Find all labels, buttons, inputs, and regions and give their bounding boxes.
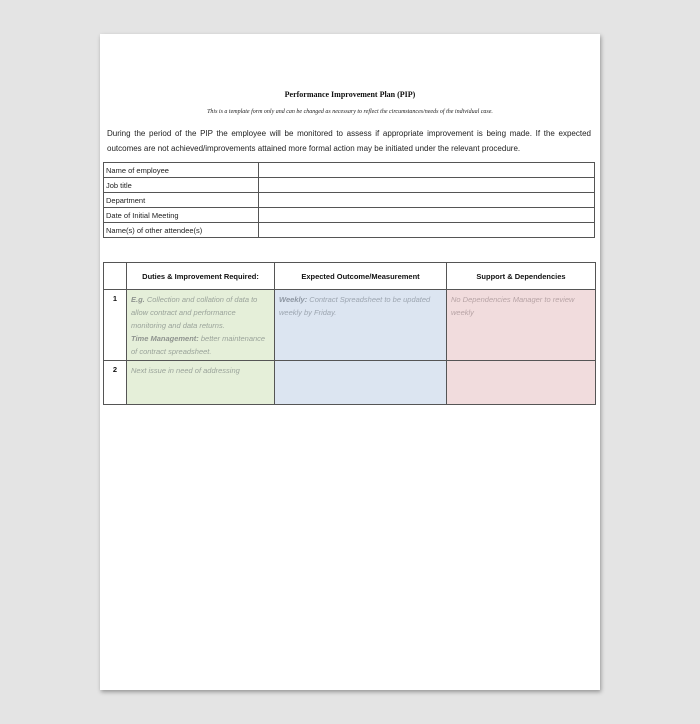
outcome-column-header: Expected Outcome/Measurement xyxy=(275,263,447,290)
time-management-lead: Time Management: xyxy=(131,334,199,343)
document-title: Performance Improvement Plan (PIP) xyxy=(284,90,416,99)
example-text: Collection and collation of data to allow contract and performance monitoring and data returns. xyxy=(131,295,258,330)
support-text xyxy=(447,361,595,364)
outcome-text xyxy=(275,290,446,319)
employee-name-field[interactable] xyxy=(259,163,595,178)
document-subtitle: This is a template form only and can be changed as necessary to reflect the circumstances/needs of the individual case. xyxy=(207,109,493,115)
outcome-text xyxy=(275,361,446,364)
number-column-header xyxy=(104,263,127,290)
weekly-text: Contract Spreadsheet to be updated weekly by Friday. xyxy=(279,295,431,317)
duties-column-header: Duties & Improvement Required: xyxy=(127,263,275,290)
employee-name-label: Name of employee xyxy=(104,163,259,178)
table-row xyxy=(104,178,595,193)
time-management-text: better maintenance of contract spreadsheet. xyxy=(131,334,266,356)
employee-info-table xyxy=(103,162,595,238)
table-header-row xyxy=(104,263,596,290)
example-lead: E.g. xyxy=(131,295,145,304)
table-row xyxy=(104,361,596,405)
duties-cell[interactable] xyxy=(127,361,275,405)
outcome-cell[interactable] xyxy=(275,361,447,405)
job-title-label: Job title xyxy=(104,178,259,193)
department-label: Department xyxy=(104,193,259,208)
support-text: No Dependencies Manager to review weekly xyxy=(451,295,575,317)
support-cell[interactable] xyxy=(447,290,596,361)
table-row xyxy=(104,193,595,208)
table-row xyxy=(104,208,595,223)
duties-cell[interactable] xyxy=(127,290,275,361)
duties-text xyxy=(127,290,274,358)
initial-meeting-date-field[interactable] xyxy=(259,208,595,223)
department-field[interactable] xyxy=(259,193,595,208)
intro-paragraph: During the period of the PIP the employee will be monitored to assess if appropriate improvement is being made. If the expected outcomes are not achieved/improvements attained more formal action may be initiated under the relevant procedure. xyxy=(107,129,591,153)
improvement-plan-table xyxy=(103,262,596,405)
outcome-cell[interactable] xyxy=(275,290,447,361)
table-row xyxy=(104,163,595,178)
other-attendees-field[interactable] xyxy=(259,223,595,238)
support-cell[interactable] xyxy=(447,361,596,405)
duties-text: Next issue in need of addressing xyxy=(131,366,240,375)
other-attendees-label: Name(s) of other attendee(s) xyxy=(104,223,259,238)
row-number: 2 xyxy=(104,361,127,405)
table-row xyxy=(104,290,596,361)
initial-meeting-date-label: Date of Initial Meeting xyxy=(104,208,259,223)
job-title-field[interactable] xyxy=(259,178,595,193)
weekly-lead: Weekly: xyxy=(279,295,308,304)
row-number: 1 xyxy=(104,290,127,361)
document-page xyxy=(100,34,600,690)
support-column-header: Support & Dependencies xyxy=(447,263,596,290)
table-row xyxy=(104,223,595,238)
